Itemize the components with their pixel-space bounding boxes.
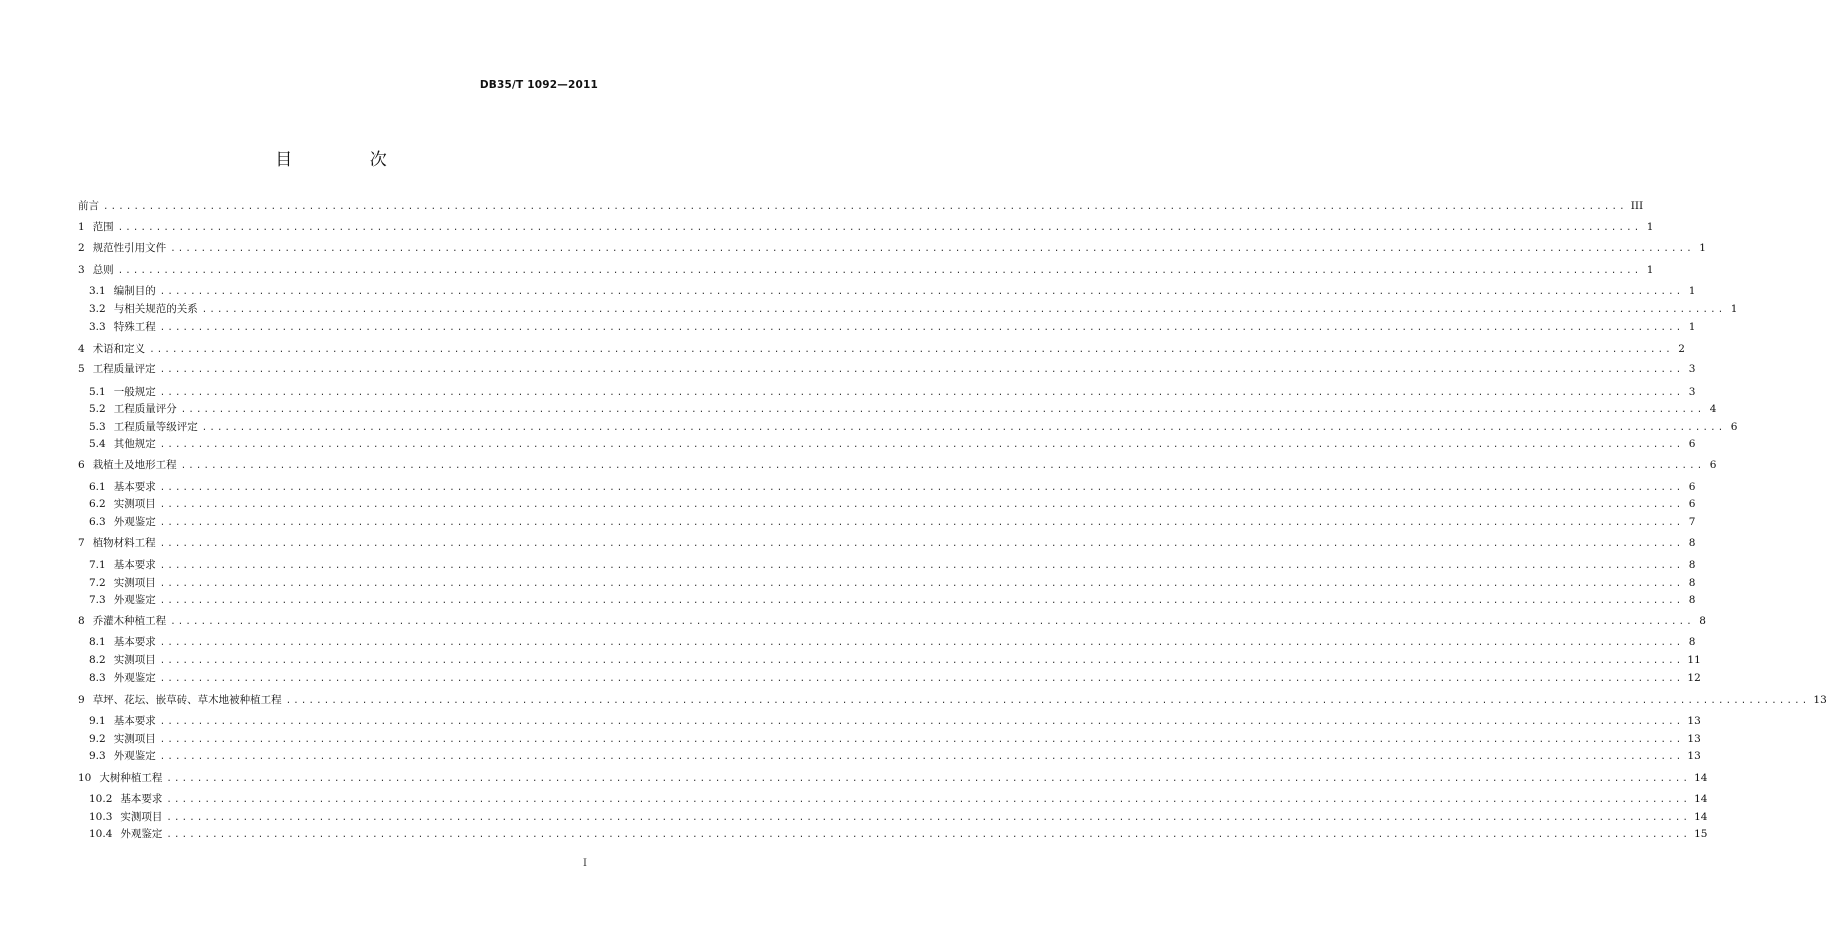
toc-entry-title: 基本要求 (120, 793, 163, 805)
toc-entry-page: 13 (1687, 750, 1701, 762)
toc-entry[interactable] (89, 283, 1696, 299)
toc-entry-page: 1 (1646, 221, 1654, 233)
toc-dot-leader: ........................................................................................................................................................................................................ (159, 388, 1684, 398)
toc-entry-page: 15 (1694, 828, 1708, 840)
toc-entry-title: 基本要求 (113, 559, 156, 571)
toc-entry[interactable] (89, 514, 1696, 530)
toc-entry[interactable] (89, 557, 1696, 573)
toc-entry-page: 8 (1688, 559, 1696, 571)
toc-dot-leader: ........................................................................................................................................................................................................ (159, 323, 1684, 333)
toc-entry-number: 5.3 (89, 421, 106, 433)
toc-entry-page: 1 (1688, 285, 1696, 297)
toc-dot-leader: ........................................................................................................................................................................................................ (159, 287, 1684, 297)
toc-entry-title: 工程质量等级评定 (113, 421, 198, 433)
toc-dot-leader: ........................................................................................................................................................................................................ (201, 423, 1726, 433)
toc-entry-number: 5.1 (89, 386, 106, 398)
toc-entry[interactable] (78, 341, 1685, 357)
toc-entry-number: 9.1 (89, 715, 106, 727)
toc-entry-page: 8 (1688, 537, 1696, 549)
toc-entry-title: 范围 (92, 221, 114, 233)
toc-entry[interactable] (89, 670, 1701, 686)
toc-dot-leader: ........................................................................................................................................................................................................ (159, 596, 1684, 606)
toc-dot-leader: ........................................................................................................................................................................................................ (159, 500, 1684, 510)
toc-dot-leader: ........................................................................................................................................................................................................ (159, 561, 1684, 571)
toc-entry-page: 13 (1687, 715, 1701, 727)
toc-entry[interactable] (89, 319, 1696, 335)
toc-entry-page: 8 (1699, 615, 1706, 627)
toc-entry-title: 实测项目 (120, 811, 163, 823)
toc-entry-number: 8.1 (89, 636, 106, 648)
toc-entry-number: 5.4 (89, 438, 106, 450)
toc-dot-leader: ........................................................................................................................................................................................................ (285, 696, 1810, 706)
toc-entry-title: 实测项目 (113, 577, 156, 589)
toc-dot-leader: ........................................................................................................................................................................................................ (149, 345, 1673, 355)
toc-entry[interactable] (89, 301, 1738, 317)
toc-entry-title: 实测项目 (113, 654, 156, 666)
toc-entry[interactable] (89, 791, 1708, 807)
toc-entry-page: 12 (1687, 672, 1701, 684)
toc-entry-title: 外观鉴定 (120, 828, 163, 840)
toc-entry-page: 14 (1694, 811, 1708, 823)
toc-entry[interactable] (89, 826, 1708, 842)
toc-entry-title: 总则 (92, 264, 114, 276)
toc-entry-number: 8 (78, 615, 85, 627)
toc-entry-page: 6 (1688, 498, 1696, 510)
toc-entry-page: 6 (1688, 481, 1696, 493)
toc-entry-title: 特殊工程 (113, 321, 156, 333)
toc-entry[interactable] (89, 652, 1701, 668)
toc-entry-page: 1 (1730, 303, 1738, 315)
toc-entry-page: 2 (1678, 343, 1685, 355)
toc-entry[interactable] (89, 634, 1696, 650)
toc-entry-number: 2 (78, 242, 85, 254)
toc-dot-leader: ........................................................................................................................................................................................................ (166, 813, 1691, 823)
page-number: I (583, 858, 587, 869)
toc-entry-title: 外观鉴定 (113, 672, 156, 684)
toc-entry-page: 7 (1688, 516, 1696, 528)
toc-entry-page: 8 (1688, 636, 1696, 648)
toc-entry-title: 基本要求 (113, 636, 156, 648)
toc-entry[interactable] (89, 713, 1701, 729)
toc-dot-leader: ........................................................................................................................................................................................................ (159, 440, 1684, 450)
toc-dot-leader: ........................................................................................................................................................................................................ (166, 795, 1691, 805)
toc-entry-title: 外观鉴定 (113, 594, 156, 606)
toc-entry[interactable] (89, 496, 1696, 512)
toc-entry[interactable] (78, 240, 1706, 256)
toc-entry-number: 3.2 (89, 303, 106, 315)
toc-entry-page: 13 (1687, 733, 1701, 745)
toc-entry-page: 3 (1688, 386, 1696, 398)
toc-entry[interactable] (78, 457, 1717, 473)
toc-dot-leader: ........................................................................................................................................................................................................ (159, 579, 1684, 589)
toc-entry[interactable] (78, 535, 1696, 551)
toc-entry-number: 3 (78, 264, 85, 276)
toc-entry-number: 1 (78, 221, 85, 233)
toc-entry[interactable] (78, 613, 1706, 629)
toc-entry-title: 与相关规范的关系 (113, 303, 198, 315)
toc-dot-leader: ........................................................................................................................................................................................................ (159, 717, 1684, 727)
toc-dot-leader: ........................................................................................................................................................................................................ (159, 638, 1684, 648)
toc-entry[interactable] (78, 692, 1827, 708)
toc-entry-title: 工程质量评定 (92, 363, 156, 375)
toc-entry-number: 7 (78, 537, 85, 549)
toc-dot-leader: ........................................................................................................................................................................................................ (117, 266, 1642, 276)
toc-dot-leader: ........................................................................................................................................................................................................ (159, 365, 1684, 375)
toc-entry[interactable] (89, 592, 1696, 608)
toc-dot-leader: ........................................................................................................................................................................................................ (166, 774, 1691, 784)
toc-entry-page: 1 (1646, 264, 1654, 276)
toc-entry[interactable] (78, 262, 1654, 278)
toc-entry-number: 6.2 (89, 498, 106, 510)
toc-dot-leader: ........................................................................................................................................................................................................ (159, 752, 1684, 762)
toc-entry-page: 6 (1688, 438, 1696, 450)
toc-dot-leader: ........................................................................................................................................................................................................ (159, 518, 1684, 528)
toc-dot-leader: ........................................................................................................................................................................................................ (170, 244, 1694, 254)
toc-entry-number: 10.3 (89, 811, 113, 823)
toc-entry-page: 8 (1688, 594, 1696, 606)
toc-dot-leader: ........................................................................................................................................................................................................ (159, 656, 1684, 666)
toc-dot-leader: ........................................................................................................................................................................................................ (117, 223, 1642, 233)
toc-entry[interactable] (89, 401, 1717, 417)
toc-entry[interactable] (78, 198, 1644, 214)
toc-entry-number: 9.2 (89, 733, 106, 745)
toc-entry[interactable] (89, 479, 1696, 495)
toc-dot-leader: ........................................................................................................................................................................................................ (159, 539, 1684, 549)
toc-entry-title: 实测项目 (113, 498, 156, 510)
toc-entry-title: 实测项目 (113, 733, 156, 745)
toc-entry-title: 栽植土及地形工程 (92, 459, 177, 471)
toc-entry-title: 规范性引用文件 (92, 242, 167, 254)
toc-entry-title: 基本要求 (113, 481, 156, 493)
toc-entry-title: 基本要求 (113, 715, 156, 727)
toc-entry-page: 1 (1688, 321, 1696, 333)
toc-dot-leader: ........................................................................................................................................................................................................ (170, 617, 1694, 627)
toc-entry-title: 草坪、花坛、嵌草砖、草木地被种植工程 (92, 694, 282, 706)
page-title (0, 145, 662, 170)
toc-entry-page: 1 (1699, 242, 1706, 254)
toc-entry[interactable] (89, 748, 1701, 764)
toc-entry[interactable] (89, 436, 1696, 452)
toc-entry-title: 其他规定 (113, 438, 156, 450)
toc-entry-title: 一般规定 (113, 386, 156, 398)
toc-entry[interactable] (89, 419, 1738, 435)
toc-entry-page: 8 (1688, 577, 1696, 589)
toc-entry-title: 外观鉴定 (113, 750, 156, 762)
toc-entry[interactable] (89, 384, 1696, 400)
toc-entry-title: 植物材料工程 (92, 537, 156, 549)
toc-dot-leader: ........................................................................................................................................................................................................ (180, 461, 1705, 471)
toc-entry-number: 9.3 (89, 750, 106, 762)
toc-dot-leader: ........................................................................................................................................................................................................ (159, 735, 1684, 745)
toc-entry-page: 14 (1694, 793, 1708, 805)
toc-entry-number: 3.3 (89, 321, 106, 333)
toc-entry-title: 外观鉴定 (113, 516, 156, 528)
toc-entry-title: 大树种植工程 (99, 772, 163, 784)
toc-entry-number: 7.3 (89, 594, 106, 606)
toc-entry-page: 4 (1709, 403, 1717, 415)
toc-dot-leader: ........................................................................................................................................................................................................ (159, 674, 1684, 684)
toc-entry[interactable] (78, 219, 1654, 235)
toc-entry-number: 3.1 (89, 285, 106, 297)
standard-code: DB35/T 1092—2011 (479, 79, 598, 91)
toc-entry-title: 工程质量评分 (113, 403, 177, 415)
toc-entry-number: 9 (78, 694, 85, 706)
toc-entry-title: 编制目的 (113, 285, 156, 297)
toc-dot-leader: ........................................................................................................................................................................................................ (159, 483, 1684, 493)
toc-entry-number: 6.3 (89, 516, 106, 528)
toc-dot-leader: ........................................................................................................................................................................................................ (103, 202, 1627, 212)
toc-entry-number: 10.4 (89, 828, 113, 840)
toc-entry-page: 6 (1730, 421, 1738, 433)
toc-entry-number: 6 (78, 459, 85, 471)
toc-entry[interactable] (89, 731, 1701, 747)
toc-entry[interactable] (78, 361, 1696, 377)
toc-entry-page: 13 (1813, 694, 1827, 706)
toc-entry-page: 14 (1694, 772, 1708, 784)
toc-entry[interactable] (89, 575, 1696, 591)
toc-entry-title: 术语和定义 (92, 343, 146, 355)
toc-entry-number: 7.2 (89, 577, 106, 589)
toc-entry-number: 10 (78, 772, 92, 784)
toc-entry-number: 5.2 (89, 403, 106, 415)
toc-entry-number: 6.1 (89, 481, 106, 493)
toc-entry-number: 8.3 (89, 672, 106, 684)
toc-entry-page: 6 (1709, 459, 1717, 471)
toc-entry-number: 10.2 (89, 793, 113, 805)
toc-entry-number: 5 (78, 363, 85, 375)
toc-entry-number: 8.2 (89, 654, 106, 666)
toc-dot-leader: ........................................................................................................................................................................................................ (166, 830, 1691, 840)
toc-entry-number: 7.1 (89, 559, 106, 571)
toc-entry-page: 3 (1688, 363, 1696, 375)
toc-dot-leader: ........................................................................................................................................................................................................ (201, 305, 1726, 315)
toc-entry-title: 乔灌木种植工程 (92, 615, 167, 627)
toc-entry[interactable] (89, 809, 1708, 825)
toc-entry-title: 前言 (78, 200, 99, 212)
toc-entry-page: III (1630, 200, 1644, 212)
page-title-text: 目 次 (275, 150, 423, 170)
toc-entry-page: 11 (1687, 654, 1701, 666)
toc-entry-number: 4 (78, 343, 85, 355)
toc-dot-leader: ........................................................................................................................................................................................................ (180, 405, 1705, 415)
toc-entry[interactable] (78, 770, 1708, 786)
